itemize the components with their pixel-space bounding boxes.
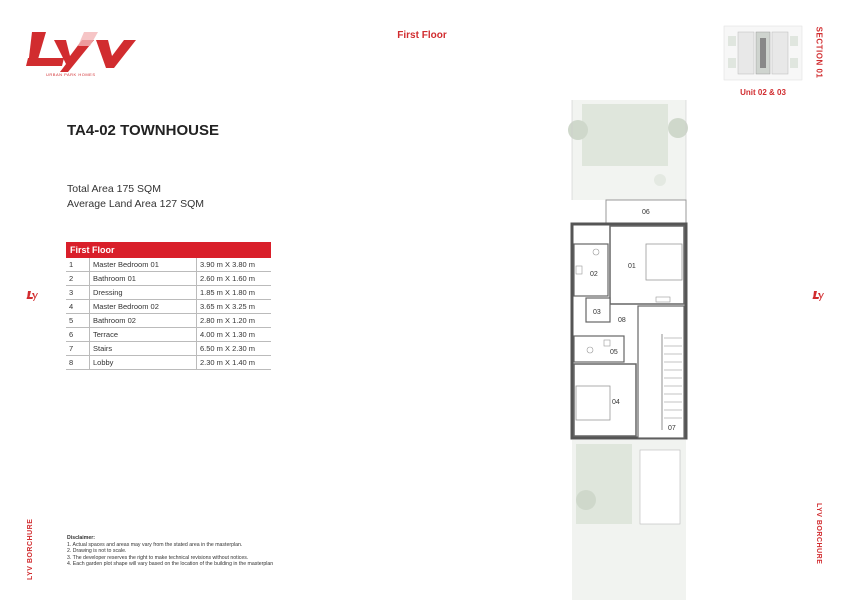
row-size: 3.65 m X 3.25 m [197,300,272,314]
row-room: Master Bedroom 01 [90,258,197,272]
row-size: 6.50 m X 2.30 m [197,342,272,356]
side-logo-mark-left [26,290,38,302]
row-number: 1 [66,258,90,272]
row-room: Stairs [90,342,197,356]
svg-text:04: 04 [612,399,620,406]
row-number: 3 [66,286,90,300]
side-logo-mark-right [812,290,824,302]
unit-title: TA4-02 TOWNHOUSE [67,122,219,139]
table-row [66,286,271,300]
row-size: 2.60 m X 1.60 m [197,272,272,286]
table-header: First Floor [66,242,271,258]
svg-text:08: 08 [618,317,626,324]
page-floor-title: First Floor [397,30,447,41]
land-area: Average Land Area 127 SQM [67,198,204,210]
svg-text:06: 06 [642,209,650,216]
total-area: Total Area 175 SQM [67,183,161,195]
table-row [66,314,271,328]
section-label: SECTION 01 [814,26,824,79]
disclaimer [67,535,273,568]
logo-tagline: URBAN PARK HOMES [46,72,96,77]
row-room: Dressing [90,286,197,300]
table-row [66,300,271,314]
table-row [66,356,271,370]
brochure-label-right: LYV BORCHURE [815,503,822,565]
svg-text:05: 05 [610,349,618,356]
svg-text:02: 02 [590,271,598,278]
row-room: Terrace [90,328,197,342]
table-row [66,272,271,286]
floor-plan [560,100,700,600]
row-room: Lobby [90,356,197,370]
row-size: 2.80 m X 1.20 m [197,314,272,328]
unit-label: Unit 02 & 03 [740,88,786,97]
svg-text:01: 01 [628,263,636,270]
row-size: 3.90 m X 3.80 m [197,258,272,272]
disclaimer-line: 4. Each garden plot shape will vary based on the location of the building in the masterplan [67,561,274,567]
table-row [66,328,271,342]
row-number: 2 [66,272,90,286]
row-room: Bathroom 01 [90,272,197,286]
unit-key-plan [722,24,804,82]
row-size: 2.30 m X 1.40 m [197,356,272,370]
svg-text:03: 03 [593,309,601,316]
disclaimer-line: 1. Actual spaces and areas may vary from the stated area in the masterplan. [67,541,243,548]
row-size: 4.00 m X 1.30 m [197,328,272,342]
disclaimer-line: 3. The developer reserves the right to make technical revisions without notices. [67,554,249,561]
table-row [66,258,271,272]
row-number: 5 [66,314,90,328]
row-room: Bathroom 02 [90,314,197,328]
row-number: 6 [66,328,90,342]
row-size: 1.85 m X 1.80 m [197,286,272,300]
disclaimer-line: 2. Drawing is not to scale. [67,548,127,554]
room-schedule-table [66,242,271,370]
brochure-label-left: LYV BORCHURE [27,518,34,580]
row-room: Master Bedroom 02 [90,300,197,314]
disclaimer-heading: Disclaimer: [67,535,95,541]
table-row [66,342,271,356]
row-number: 4 [66,300,90,314]
row-number: 7 [66,342,90,356]
svg-text:07: 07 [668,425,676,432]
row-number: 8 [66,356,90,370]
